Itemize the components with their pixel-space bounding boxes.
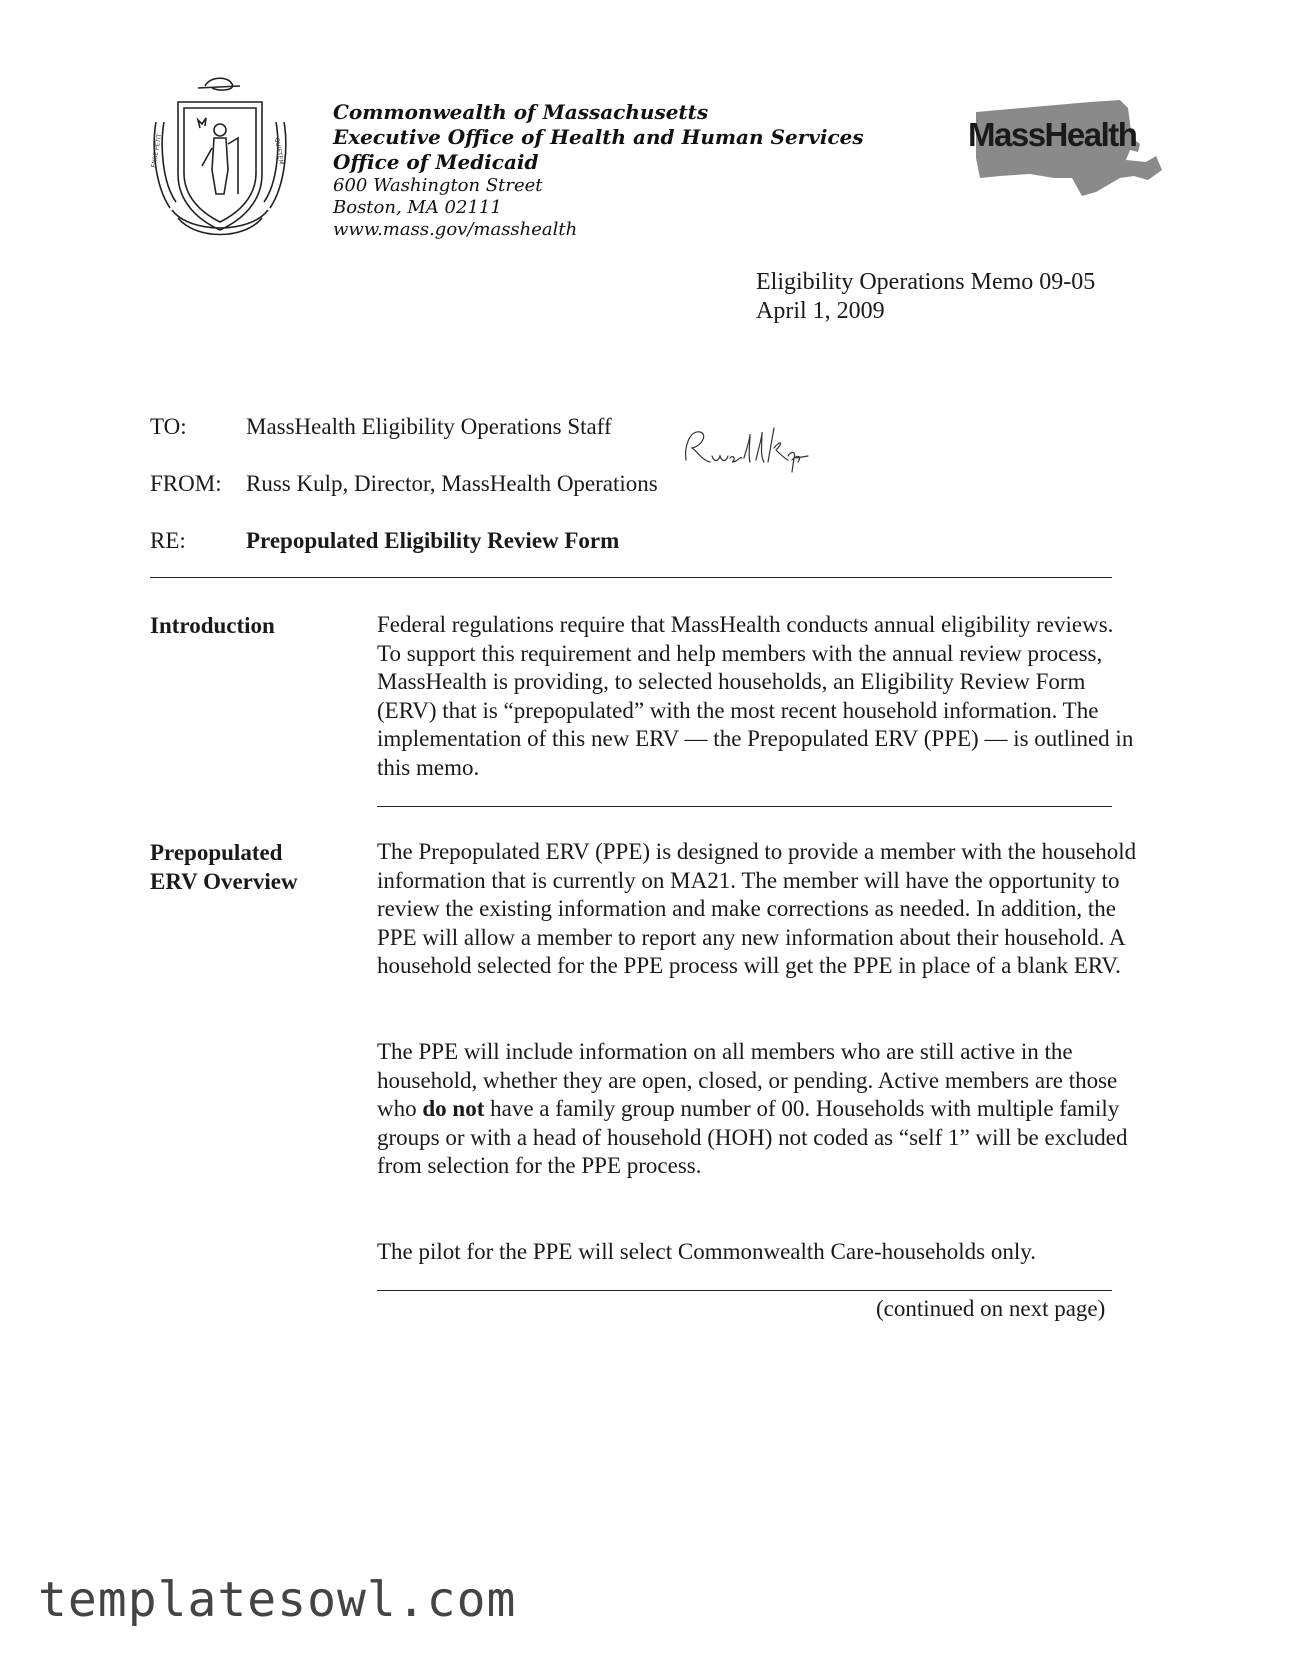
signature-image: [680, 420, 810, 478]
overview-heading: [150, 838, 350, 896]
to-value: MassHealth Eligibility Operations Staff: [246, 414, 612, 439]
agency-header: [333, 100, 864, 241]
watermark: templatesowl.com: [38, 1572, 517, 1628]
address-street: 600 Washington Street: [333, 175, 543, 196]
overview-paragraph-2-start: The PPE will include information on all members who are still active in the household, whether they are open, closed, or pending. Active members are those who: [377, 1039, 1118, 1122]
overview-paragraph-2: [377, 1038, 1137, 1181]
seal-motto-right: QUIETEM: [272, 137, 285, 166]
section-divider: [377, 806, 1112, 807]
re-value: Prepopulated Eligibility Review Form: [246, 528, 620, 553]
header-divider: [150, 577, 1112, 578]
signature-text: Russell Kulp: [680, 476, 686, 477]
overview-heading-line1: Prepopulated: [150, 840, 283, 865]
introduction-text: Federal regulations require that MassHealth conducts annual eligibility reviews. To support this requirement and help members with the annual review process, MassHealth is providing, to selected households, an Eligibility Review Form (ERV) that is “prepopulated” with the most recent household information. The implementation of this new ERV — the Prepopulated ERV (PPE) — is outlined in this memo.: [377, 612, 1134, 780]
overview-paragraph-3: The pilot for the PPE will select Commonwealth Care-households only.: [377, 1239, 1037, 1264]
introduction-heading: Introduction: [150, 613, 275, 638]
from-value: Russ Kulp, Director, MassHealth Operations: [246, 471, 658, 496]
from-label: FROM:: [150, 471, 222, 496]
address-city: Boston, MA 02111: [333, 197, 502, 218]
memo-identifier: [756, 268, 1095, 326]
memo-date: April 1, 2009: [756, 298, 885, 324]
to-label: TO:: [150, 414, 187, 439]
website: www.mass.gov/masshealth: [333, 219, 578, 240]
continued-note: (continued on next page): [876, 1296, 1106, 1321]
seal-motto-left: ENSE PETIT: [150, 133, 164, 169]
overview-heading-line2: ERV Overview: [150, 869, 298, 894]
org-department: Executive Office of Health and Human Services: [333, 125, 864, 149]
overview-paragraph-1: The Prepopulated ERV (PPE) is designed to provide a member with the household information that is currently on MA21. The member will have the opportunity to review the existing information and make corrections as needed. In addition, the PPE will allow a member to report any new information about their household. A household selected for the PPE process will get the PPE in place of a blank ERV.: [377, 839, 1137, 979]
re-label: RE:: [150, 528, 186, 553]
commonwealth-seal-logo: [150, 74, 290, 242]
memo-number: Eligibility Operations Memo 09-05: [756, 269, 1096, 295]
org-office: Office of Medicaid: [333, 150, 539, 174]
bottom-divider: [377, 1290, 1112, 1291]
overview-paragraph-2-end: have a family group number of 00. Households with multiple family groups or with a head of household (HOH) not coded as “self 1” will be excluded from selection for the PPE process.: [377, 1096, 1128, 1179]
overview-paragraph-2-emphasis: do not: [422, 1096, 485, 1122]
org-name: Commonwealth of Massachusetts: [333, 100, 709, 124]
masshealth-logo-text: MassHealth: [968, 116, 1137, 153]
